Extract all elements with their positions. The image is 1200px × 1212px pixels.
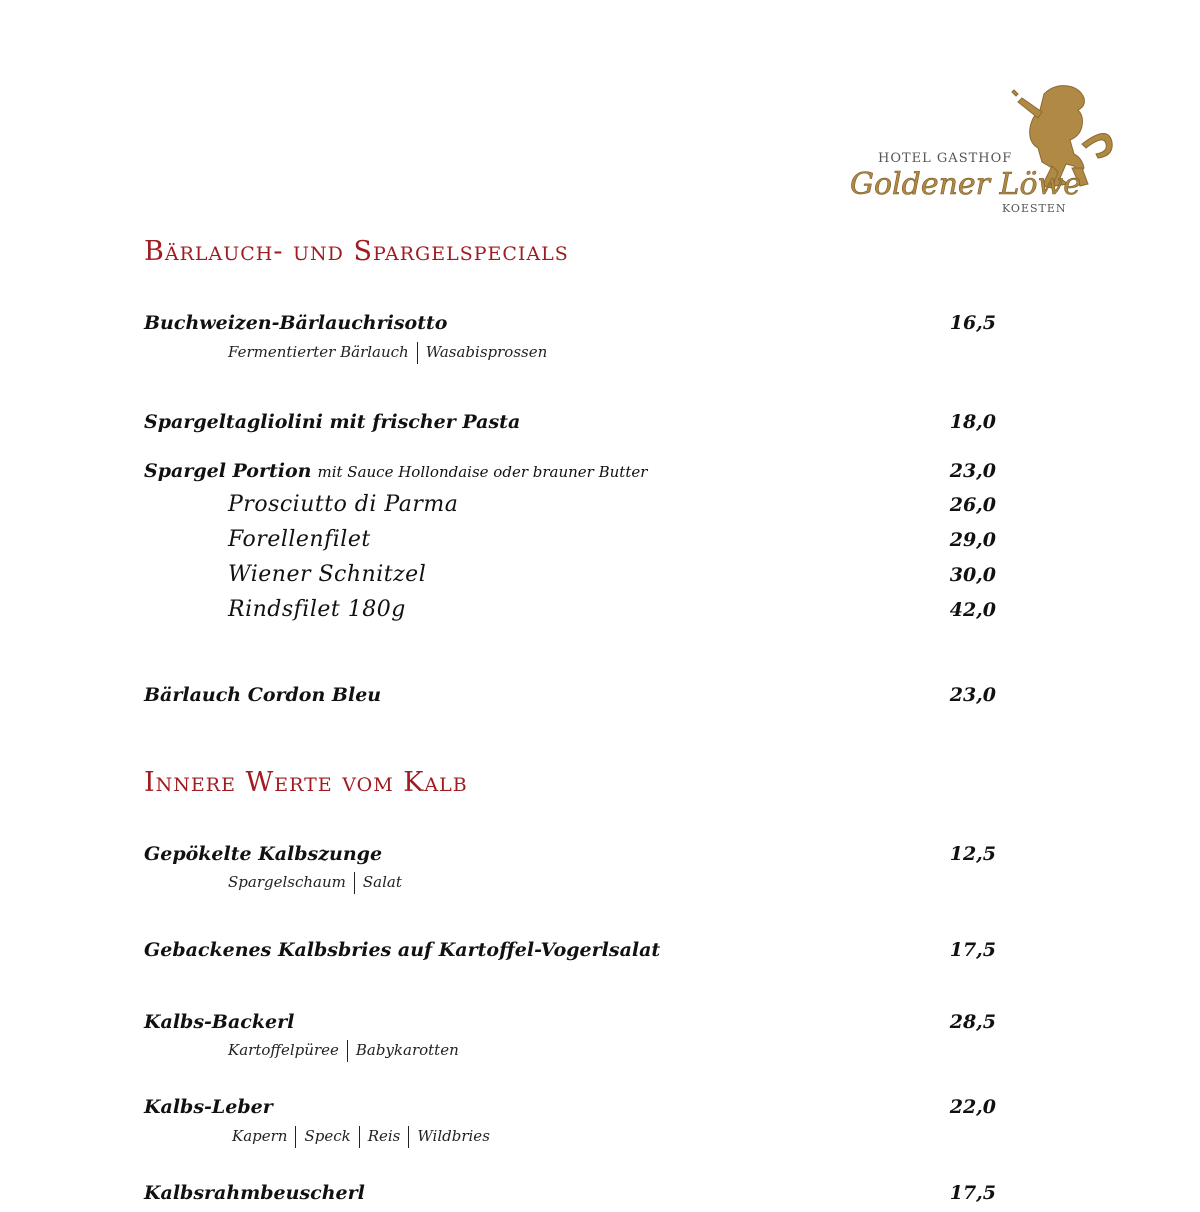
menu-item [144,684,996,714]
menu-item [144,460,996,490]
item-description [228,1040,459,1062]
item-name: Gepökelte Kalbszunge [144,843,383,865]
menu-item [144,1011,996,1041]
item-name: Bärlauch Cordon Bleu [144,684,382,706]
item-price: 17,5 [949,1182,996,1204]
option-price: 30,0 [949,564,996,586]
section-heading-specials: Bärlauch- und Spargelspecials [144,236,569,267]
separator [295,1126,296,1148]
option-price: 42,0 [949,599,996,621]
item-description [228,342,547,364]
menu-item [144,312,996,342]
item-name: Kalbsrahmbeuscherl [144,1182,365,1204]
menu-item [144,843,996,873]
desc-part: Wasabisprossen [425,343,548,361]
menu-item [144,1182,996,1212]
item-price: 18,0 [949,411,996,433]
option-name: Prosciutto di Parma [228,492,459,517]
item-price: 22,0 [949,1096,996,1118]
item-name: Spargeltagliolini mit frischer Pasta [144,411,521,433]
desc-part: Speck [304,1127,351,1145]
desc-part: Kartoffelpüree [228,1041,339,1059]
desc-part: Salat [362,873,402,891]
logo-line3: KOESTEN [1002,202,1067,215]
option-name: Wiener Schnitzel [228,562,427,587]
separator [354,872,355,894]
item-name [144,460,647,482]
logo-line1: HOTEL GASTHOF [878,151,1013,166]
menu-item [144,939,996,969]
option-price: 26,0 [949,494,996,516]
lion-emblem-icon [846,74,1126,224]
item-price: 16,5 [949,312,996,334]
separator [417,342,418,364]
item-price: 23,0 [949,684,996,706]
item-price: 17,5 [949,939,996,961]
item-description [228,872,402,894]
menu-option [228,562,996,594]
item-description [232,1126,490,1148]
section-heading-kalb: Innere Werte vom Kalb [144,767,468,798]
item-name: Kalbs-Backerl [144,1011,295,1033]
desc-part: Kapern [232,1127,288,1145]
menu-option [228,597,996,629]
separator [347,1040,348,1062]
desc-part: Babykarotten [355,1041,459,1059]
desc-part: Fermentierter Bärlauch [228,343,409,361]
menu-option [228,527,996,559]
item-name-text: Spargel Portion [144,460,312,482]
desc-part: Reis [367,1127,401,1145]
item-price: 28,5 [949,1011,996,1033]
option-price: 29,0 [949,529,996,551]
option-name: Forellenfilet [228,527,371,552]
option-name: Rindsfilet 180g [228,597,406,622]
menu-option [228,492,996,524]
item-name: Gebackenes Kalbsbries auf Kartoffel-Vogerlsalat [144,939,661,961]
separator [359,1126,360,1148]
desc-part: Wildbries [417,1127,490,1145]
item-note: mit Sauce Hollondaise oder brauner Butter [317,463,648,481]
item-name: Buchweizen-Bärlauchrisotto [144,312,448,334]
menu-item [144,1096,996,1126]
item-price: 12,5 [949,843,996,865]
item-name: Kalbs-Leber [144,1096,273,1118]
item-price: 23,0 [949,460,996,482]
hotel-logo [846,74,1126,224]
separator [408,1126,409,1148]
menu-item [144,411,996,441]
logo-line2: Goldener Löwe [850,167,1081,202]
desc-part: Spargelschaum [228,873,346,891]
